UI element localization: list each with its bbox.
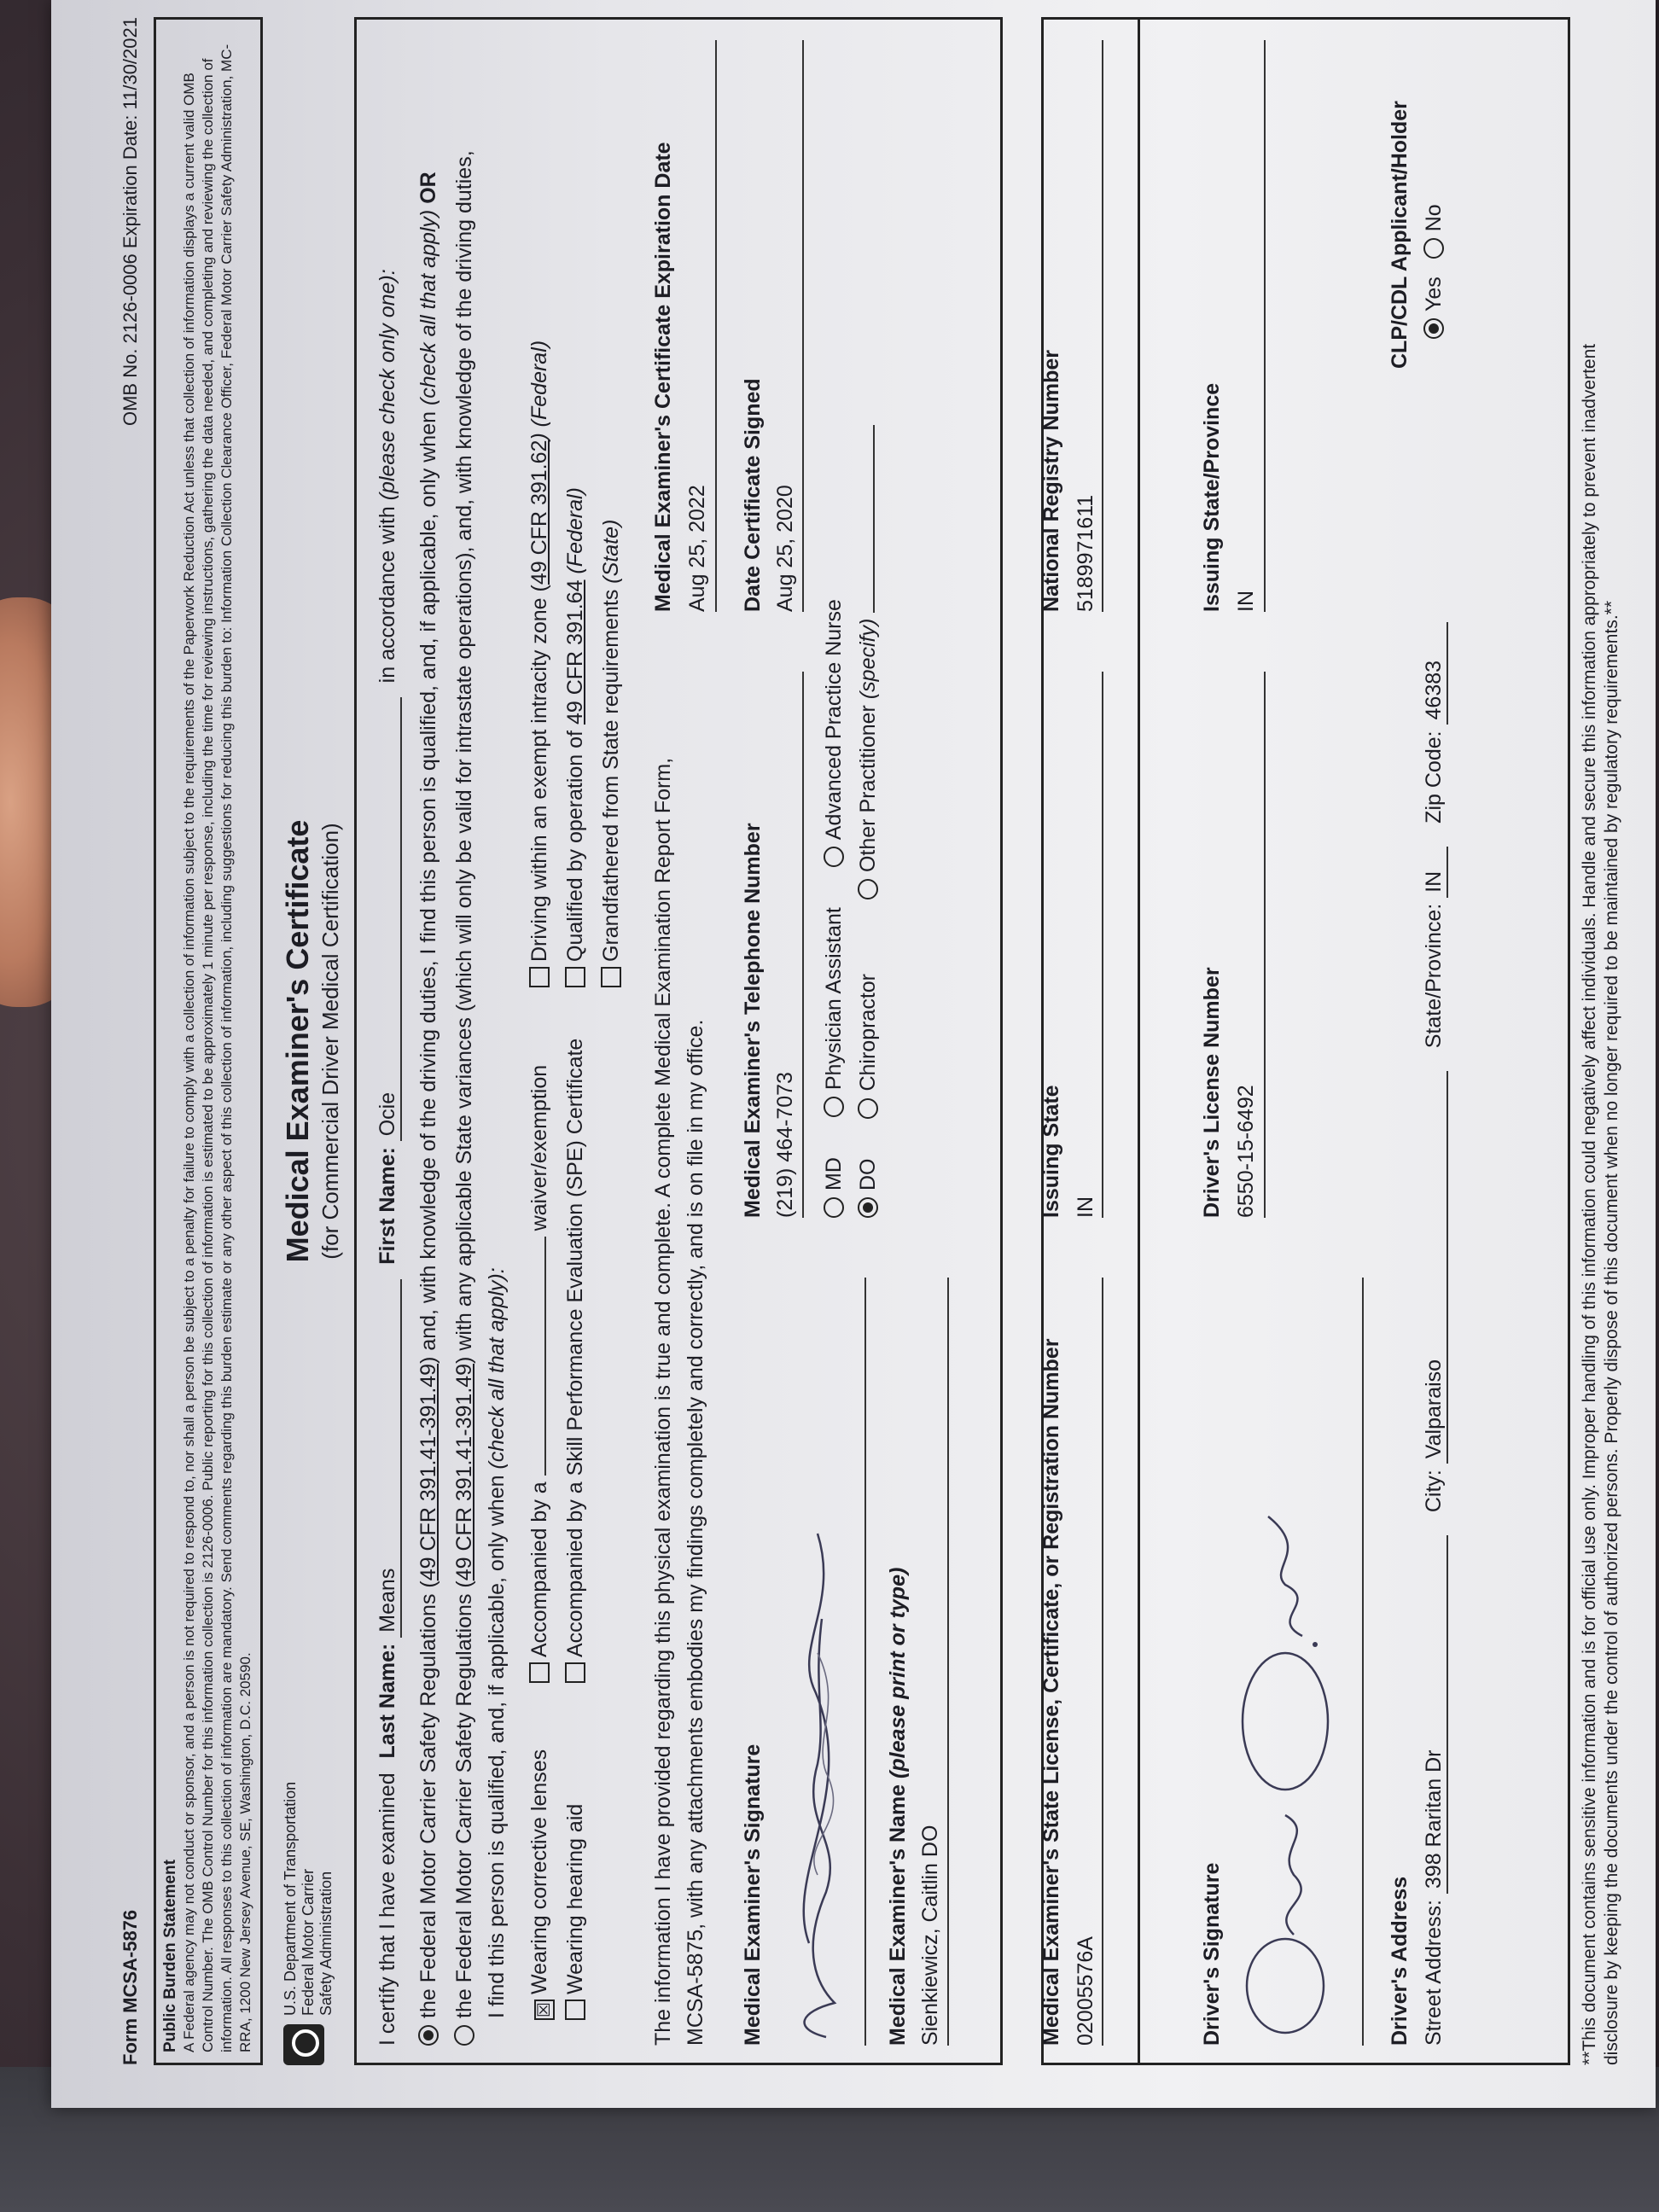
page-subtitle: (for Commercial Driver Medical Certification) [317,823,343,1260]
accompanied-checkbox-icon[interactable] [529,1662,550,1683]
lenses-label: Wearing corrective lenses [527,1749,551,1994]
exempt-checkbox-icon[interactable] [529,967,550,987]
opt2-text-c: I find this person is qualified, and, if applicable, only when [485,1475,509,2018]
date-signed-label: Date Certificate Signed [741,378,765,612]
qualified-checkbox-icon[interactable] [565,967,585,987]
opt2-text-a: the Federal Motor Carrier Safety Regulations ( [452,1580,476,2018]
footer-line2: disclosure by keeping the documents under the control of authorized persons. Properly dispose of this document when no longer required to be maintained by regulatory requirements.** [1602,600,1621,2065]
street-label: Street Address: [1422,1900,1446,2046]
nr-label: National Registry Number [1039,349,1063,612]
statement-line2: MCSA-5875, with any attachments embodies my findings completely and correctly, and is on file in my office. [684,1019,707,2046]
chiro-radio-icon[interactable] [858,1098,878,1119]
driver-state-value[interactable]: IN [1234,591,1258,612]
clp-options [1422,204,1447,339]
accompanied-label-a: Accompanied by a [527,1481,551,1657]
cond-accompanied[interactable] [527,1065,552,1683]
expiration-rule [715,40,717,612]
other-radio-icon[interactable] [858,879,878,899]
cond-grandfathered[interactable] [599,520,624,987]
agency-line1: U.S. Department of Transportation [282,1781,299,2016]
certificate-page [94,0,1621,2082]
examiner-signature-label: Medical Examiner's Signature [741,1743,765,2046]
nr-rule [1102,40,1103,612]
province-value[interactable]: IN [1422,847,1448,898]
cond-lenses[interactable] [527,1749,555,2020]
confidentiality-footer [1579,17,1623,2065]
driver-state-rule [1264,40,1266,612]
last-name-label: Last Name: [375,1643,399,1759]
address-row [1422,622,1448,2046]
cond-qualified[interactable] [563,487,588,987]
pa-label: Physician Assistant [822,907,846,1091]
option-state[interactable] [452,150,477,2046]
driver-signature-label: Driver's Signature [1200,1862,1224,2046]
expiration-label: Medical Examiner's Certificate Expiration Date [651,142,675,612]
credential-row2 [856,425,881,1218]
date-signed-value[interactable]: Aug 25, 2020 [773,485,797,612]
driver-license-label: Driver's License Number [1200,967,1224,1218]
other-label: Other Practitioner [856,705,880,873]
examiner-phone-label: Medical Examiner's Telephone Number [741,823,765,1218]
pa-radio-icon[interactable] [824,1097,844,1117]
license-value[interactable]: 02005576A [1074,1936,1097,2046]
cond-exempt[interactable] [527,341,552,987]
zip-label: Zip Code: [1422,731,1446,824]
license-label: Medical Examiner's State License, Certificate, or Registration Number [1039,1338,1063,2046]
examiner-signature-rule [864,1278,866,2046]
grandfathered-label: Grandfathered from State requirements [599,589,623,962]
accompanied-blank[interactable] [544,1237,546,1476]
examiner-name-value[interactable]: Sienkiewicz, Caitlin DO [918,1825,942,2046]
md-radio-icon[interactable] [824,1197,844,1218]
clp-no-label: No [1422,204,1446,232]
driver-subsection [1138,20,1569,2063]
driver-license-rule [1264,672,1266,1218]
issuing-state-value[interactable]: IN [1074,1196,1097,1218]
page-title: Medical Examiner's Certificate [280,819,315,1263]
examiner-name-label-text: Medical Examiner's Name [886,1784,910,2046]
hearing-checkbox-icon[interactable] [565,2000,585,2020]
burden-text: A Federal agency may not conduct or sponsor, and a person is not required to respond to, nor shall a person be subject to a penalty for failure to comply with a collection of information subject to the requirements of the Paperwork Reduction Act unless that collection of information displays a current valid OMB Control Number. The OMB Control Number for this information collection is 2126-0006. Public reporting for this collection of information is estimated to be approximately 1 minute per response, including the time for reviewing instructions, gathering the data needed, and completing and reviewing the collection of information. All responses to this collection of information are mandatory. Send comments regarding this burden estimate or any other aspect of this collection of information, including suggestions for reducing this burden to: Information Collection Clearance Officer, Federal Motor Carrier Safety Administration, MC-RRA, 1200 New Jersey Avenue, SE, Washington, D.C. 20590. [181,44,253,2052]
opt1-ref: 49 CFR 391.41-391.49 [416,1363,440,1581]
examiner-name-note: (please print or type) [886,1567,910,1778]
last-name-value[interactable]: Means [375,1279,402,1638]
opt2-note: (check all that apply): [485,1267,509,1470]
accompanied-label-b: waiver/exemption [527,1064,551,1231]
examiner-name-rule [947,1278,949,2046]
hearing-label: Wearing hearing aid [563,1803,587,1994]
spe-label: Accompanied by a Skill Performance Evaluation (SPE) Certificate [563,1038,587,1657]
issuing-state-rule [1102,672,1103,1218]
examiner-signature-image [766,1235,860,2046]
omb-number: OMB No. 2126-0006 Expiration Date: 11/30/2021 [119,17,141,427]
issuing-state-label: Issuing State [1039,1085,1063,1218]
qualified-label-a: Qualified by operation of [563,730,587,962]
date-rule [802,40,804,612]
first-name-label: First Name: [375,1147,399,1265]
street-value[interactable]: 398 Raritan Dr [1422,1535,1448,1894]
license-rule [1102,1278,1103,2046]
do-label: DO [856,1158,880,1190]
clp-no-radio-icon[interactable] [1423,238,1444,259]
expiration-value[interactable]: Aug 25, 2022 [685,485,709,612]
other-blank[interactable] [873,425,875,613]
zip-value[interactable]: 46383 [1422,622,1448,725]
clp-label: CLP/CDL Applicant/Holder [1388,101,1412,369]
city-label: City: [1422,1470,1446,1513]
opt1-or: OR [416,172,440,204]
certify-intro: I certify that I have examined [375,1773,399,2046]
opt2-text-b: ) with any applicable State variances (which will only be valid for intrastate operations), and, with knowledge of the driving duties, [452,150,476,1364]
form-id: Form MCSA-5876 [119,1909,141,2065]
other-note: (specify) [856,618,880,700]
clp-yes-radio-selected-icon[interactable] [1423,318,1444,339]
qualified-label-b: (Federal) [563,487,587,574]
examiner-phone-value[interactable]: (219) 464-7073 [773,1072,797,1218]
driver-state-label: Issuing State/Province [1200,382,1224,612]
certify-tail: in accordance with [375,506,399,684]
footer-line1: **This document contains sensitive information and is for official use only. Improper handling of this information could negatively affect individuals. Handle and secure this information appropriately to prevent inadvertent [1580,343,1599,2065]
certify-tail-note: (please check only one): [375,269,399,501]
option-state-cont [485,1267,509,2018]
driver-section [1041,17,1570,2065]
exempt-label-a: Driving within an exempt intracity zone ( [527,585,551,962]
chiro-label: Chiropractor [856,973,880,1091]
opt1-text-b: ) and, with knowledge of the driving duties, I find this person is qualified, and, if applicable, only when [416,410,440,1364]
spe-checkbox-icon[interactable] [565,1662,585,1683]
exempt-ref: 49 CFR 391.62 [527,439,551,585]
radio-state-icon[interactable] [454,2025,474,2046]
option-federal[interactable] [416,172,441,2046]
radio-federal-selected-icon[interactable] [418,2025,439,2046]
first-name-value[interactable]: Ocie [375,697,402,1141]
qualified-ref: 49 CFR 391.64 [563,579,587,725]
agency-line3: Safety Administration [317,1871,335,2016]
nr-value[interactable]: 5189971611 [1074,494,1097,612]
lenses-checkbox-checked-icon[interactable]: ☒ [534,2000,555,2020]
agency-line2: Federal Motor Carrier [300,1868,317,2016]
apn-label: Advanced Practice Nurse [822,599,846,841]
do-radio-selected-icon[interactable] [858,1197,878,1218]
driver-signature-image [1234,1278,1353,2046]
driver-address-label: Driver's Address [1388,1876,1412,2046]
md-label: MD [822,1157,846,1190]
opt1-text-a: the Federal Motor Carrier Safety Regulations ( [416,1580,440,2018]
certify-line [375,269,402,2046]
phone-rule [802,672,804,1218]
cond-hearing[interactable] [563,1804,588,2020]
certification-section [354,17,1003,2065]
credential-row1 [822,599,847,1218]
examiner-name-label [886,1568,911,2046]
apn-radio-icon[interactable] [824,847,844,867]
burden-title: Public Burden Statement [161,1860,179,2052]
opt1-note: (check all that apply) [416,209,440,406]
grandfathered-note: (State) [599,519,623,584]
opt2-ref: 49 CFR 391.41-391.49 [452,1363,476,1581]
city-value[interactable]: Valparaiso [1422,1071,1448,1464]
cond-spe[interactable] [563,1039,588,1683]
clp-yes-label: Yes [1422,276,1446,311]
province-label: State/Province: [1422,903,1446,1049]
exempt-label-b: ) (Federal) [527,340,551,440]
driver-license-value[interactable]: 6550-15-6492 [1234,1085,1258,1218]
grandfathered-checkbox-icon[interactable] [601,967,621,987]
driver-signature-rule [1362,1278,1364,2046]
statement-line1: The information I have provided regarding this physical examination is true and complete. A complete Medical Examination Report Form, [651,757,675,2046]
paper-sheet [51,0,1656,2108]
burden-statement [154,17,263,2065]
